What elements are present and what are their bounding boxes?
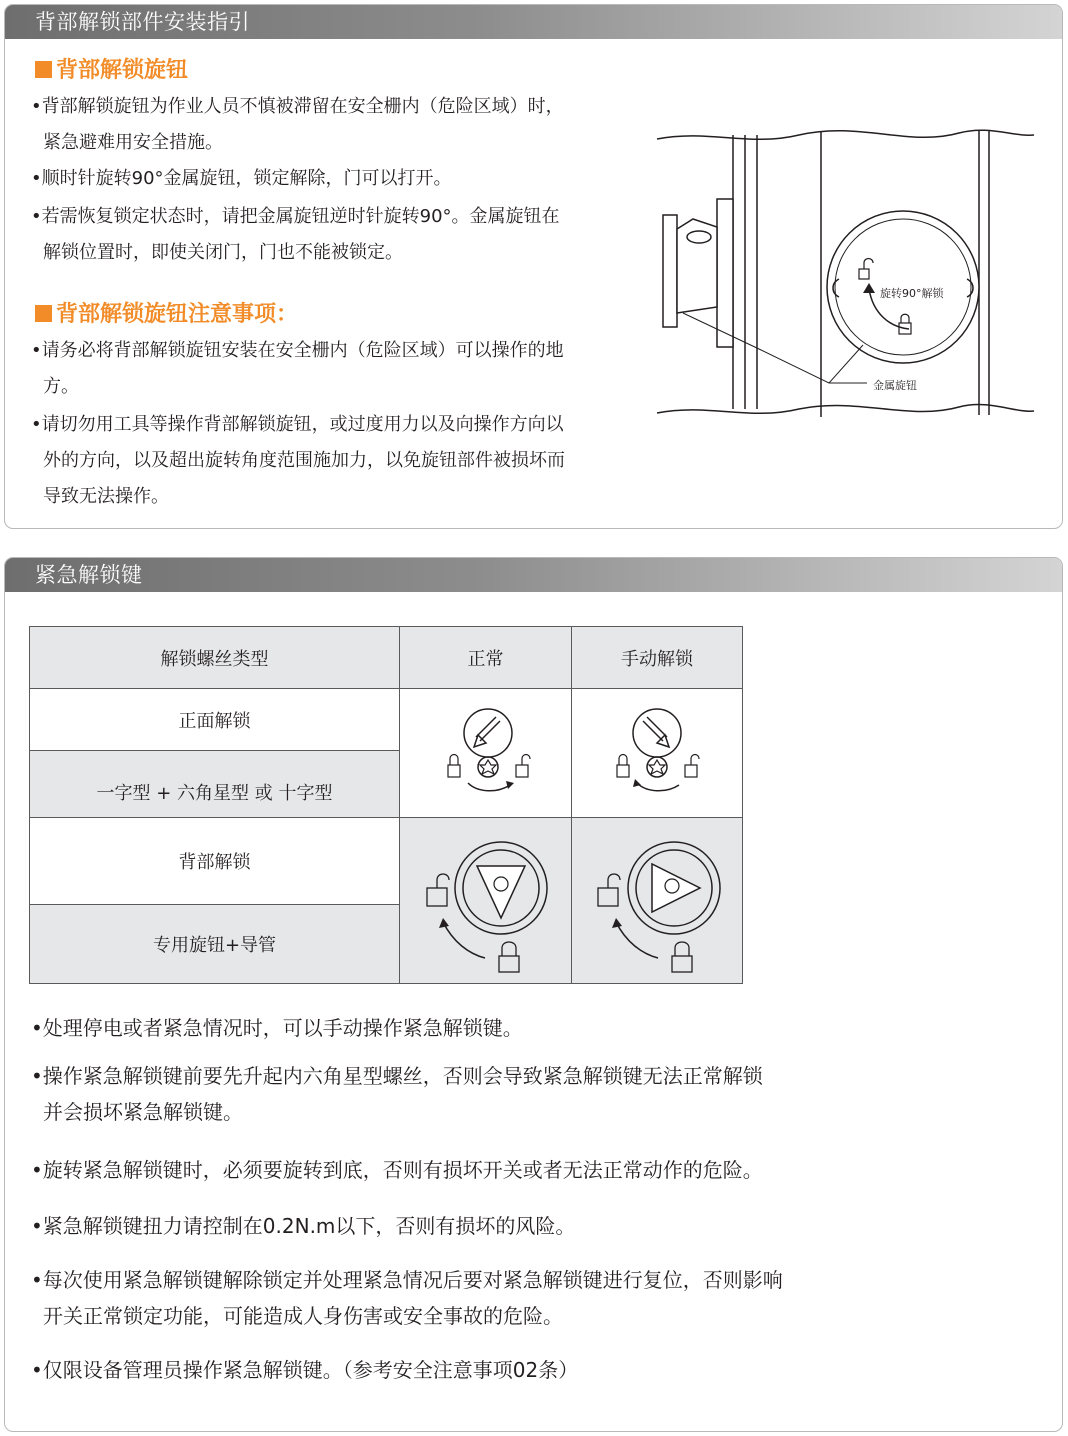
back-unlock-normal-icon <box>411 826 561 976</box>
front-unlock-manual-icon <box>607 705 707 801</box>
back-unlock-normal-cell <box>399 817 572 984</box>
orange-square-icon <box>35 61 52 78</box>
door-knob-figure <box>649 117 1039 427</box>
section-title: 背部解锁旋钮注意事项： <box>35 297 298 328</box>
panel-header: 背部解锁部件安装指引 <box>5 5 1062 39</box>
knob-label: 金属旋钮 <box>873 379 917 392</box>
section-title: 背部解锁旋钮 <box>35 53 188 84</box>
panel-header: 紧急解锁键 <box>5 558 1062 592</box>
back-unlock-panel <box>4 4 1063 529</box>
table-header-cell: 手动解锁 <box>571 626 743 689</box>
note-item: •旋转紧急解锁键时，必须要旋转到底，否则有损坏开关或者无法正常动作的危险。 <box>31 1158 763 1182</box>
note-item: •处理停电或者紧急情况时，可以手动操作紧急解锁键。 <box>31 1016 523 1040</box>
note-item: •每次使用紧急解锁键解除锁定并处理紧急情况后要对紧急解锁键进行复位，否则影响 开关正常锁定功能，可能造成人身伤害或安全事故的危险。 <box>31 1268 783 1328</box>
rotate-label: 旋转90°解锁 <box>880 287 944 300</box>
front-unlock-manual-cell <box>571 688 743 818</box>
back-unlock-manual-icon <box>582 826 732 976</box>
bullet-item: •顺时针旋转90°金属旋钮，锁定解除，门可以打开。 <box>31 168 452 189</box>
orange-square-icon <box>35 305 52 322</box>
bullet-item: •请务必将背部解锁旋钮安装在安全栅内（危险区域）可以操作的地 方。 <box>31 340 564 397</box>
table-header-cell: 解锁螺丝类型 <box>29 626 400 689</box>
bullet-item: •背部解锁旋钮为作业人员不慎被滞留在安全栅内（危险区域）时， 紧急避难用安全措施。 <box>31 96 564 153</box>
front-unlock-normal-icon <box>436 705 536 801</box>
emergency-unlock-panel <box>4 557 1063 1432</box>
note-item: •仅限设备管理员操作紧急解锁键。（参考安全注意事项02条） <box>31 1358 579 1382</box>
back-unlock-manual-cell <box>571 817 743 984</box>
note-item: •操作紧急解锁键前要先升起内六角星型螺丝，否则会导致紧急解锁键无法正常解锁 并会损坏紧急解锁键。 <box>31 1064 763 1124</box>
table-row-label: 背部解锁 <box>29 817 400 905</box>
table-row-label: 一字型 + 六角星型 或 十字型 <box>29 750 400 818</box>
bullet-item: •请切勿用工具等操作背部解锁旋钮，或过度用力以及向操作方向以 外的方向，以及超出旋转角度范围施加力，以免旋钮部件被损坏而 导致无法操作。 <box>31 414 565 507</box>
unlock-table <box>29 626 743 984</box>
table-row-label: 专用旋钮+导管 <box>29 904 400 984</box>
bullet-item: •若需恢复锁定状态时，请把金属旋钮逆时针旋转90°。金属旋钮在 解锁位置时，即使关闭门，门也不能被锁定。 <box>31 206 560 263</box>
note-item: •紧急解锁键扭力请控制在0.2N.m以下，否则有损坏的风险。 <box>31 1214 576 1238</box>
front-unlock-normal-cell <box>399 688 572 818</box>
table-row-label: 正面解锁 <box>29 688 400 751</box>
table-header-cell: 正常 <box>399 626 572 689</box>
